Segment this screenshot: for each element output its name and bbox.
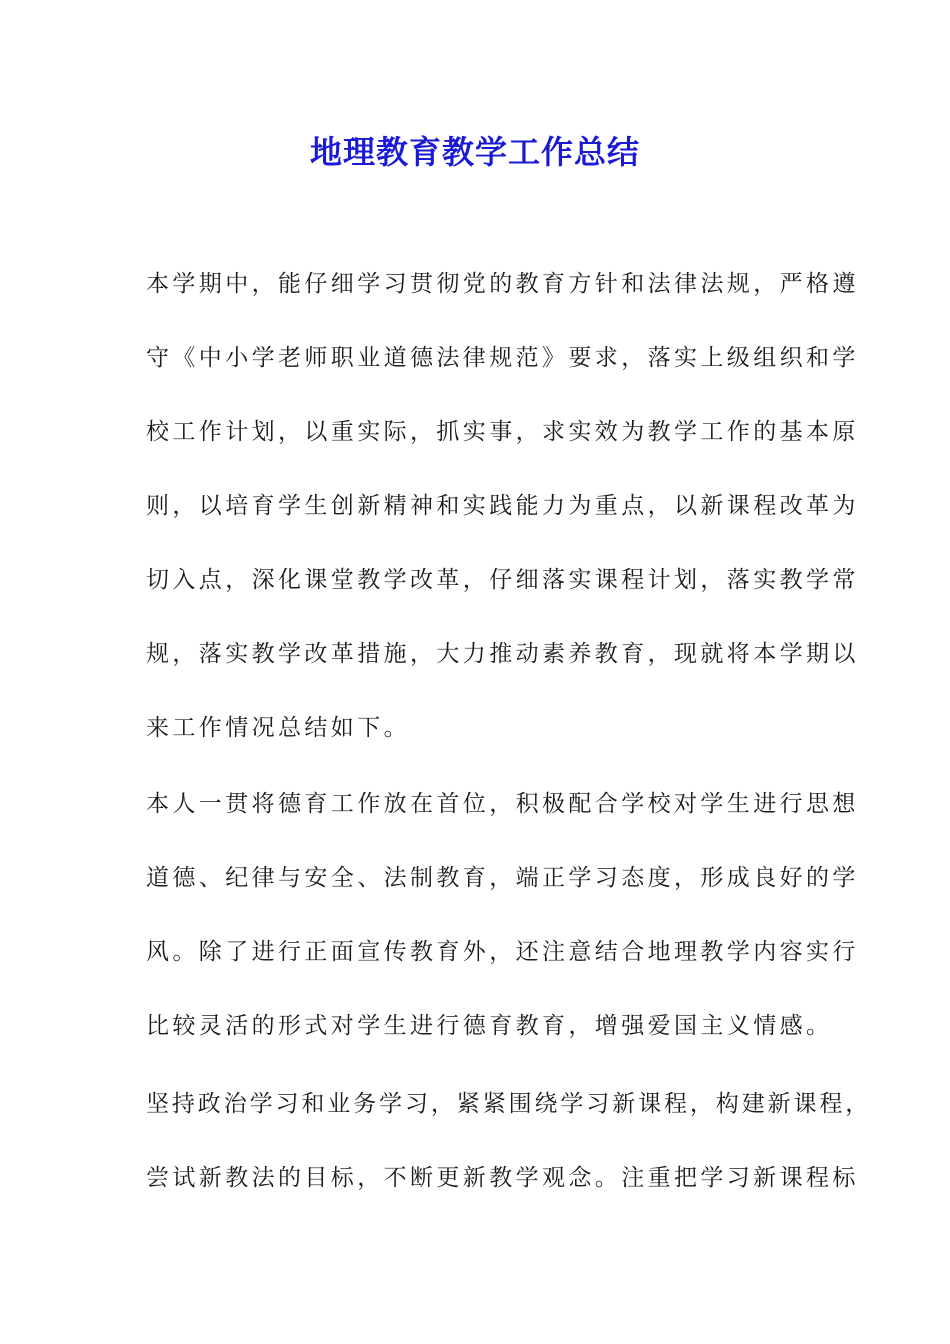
text-line: 尝试新教法的目标，不断更新教学观念。注重把学习新课程标 — [146, 1165, 859, 1191]
text-line: 风。除了进行正面宣传教育外，还注意结合地理教学内容实行 — [146, 939, 859, 965]
text-line: 本人一贯将德育工作放在首位，积极配合学校对学生进行思想 — [146, 791, 859, 817]
text-line: 坚持政治学习和业务学习，紧紧围绕学习新课程，构建新课程， — [146, 1091, 872, 1117]
text-line: 校工作计划，以重实际，抓实事，求实效为教学工作的基本原 — [146, 419, 859, 445]
text-line: 道德、纪律与安全、法制教育，端正学习态度，形成良好的学 — [146, 865, 859, 891]
text-line: 守《中小学老师职业道德法律规范》要求，落实上级组织和学 — [146, 345, 859, 371]
text-line: 则，以培育学生创新精神和实践能力为重点，以新课程改革为 — [146, 493, 859, 519]
document-title: 地理教育教学工作总结 — [309, 133, 640, 171]
text-line: 本学期中，能仔细学习贯彻党的教育方针和法律法规，严格遵 — [146, 271, 859, 297]
text-line: 比较灵活的形式对学生进行德育教育，增强爱国主义情感。 — [146, 1013, 833, 1039]
text-line: 规，落实教学改革措施，大力推动素养教育，现就将本学期以 — [146, 641, 859, 667]
text-line: 切入点，深化课堂教学改革，仔细落实课程计划，落实教学常 — [146, 567, 859, 593]
text-line: 来工作情况总结如下。 — [146, 715, 410, 741]
